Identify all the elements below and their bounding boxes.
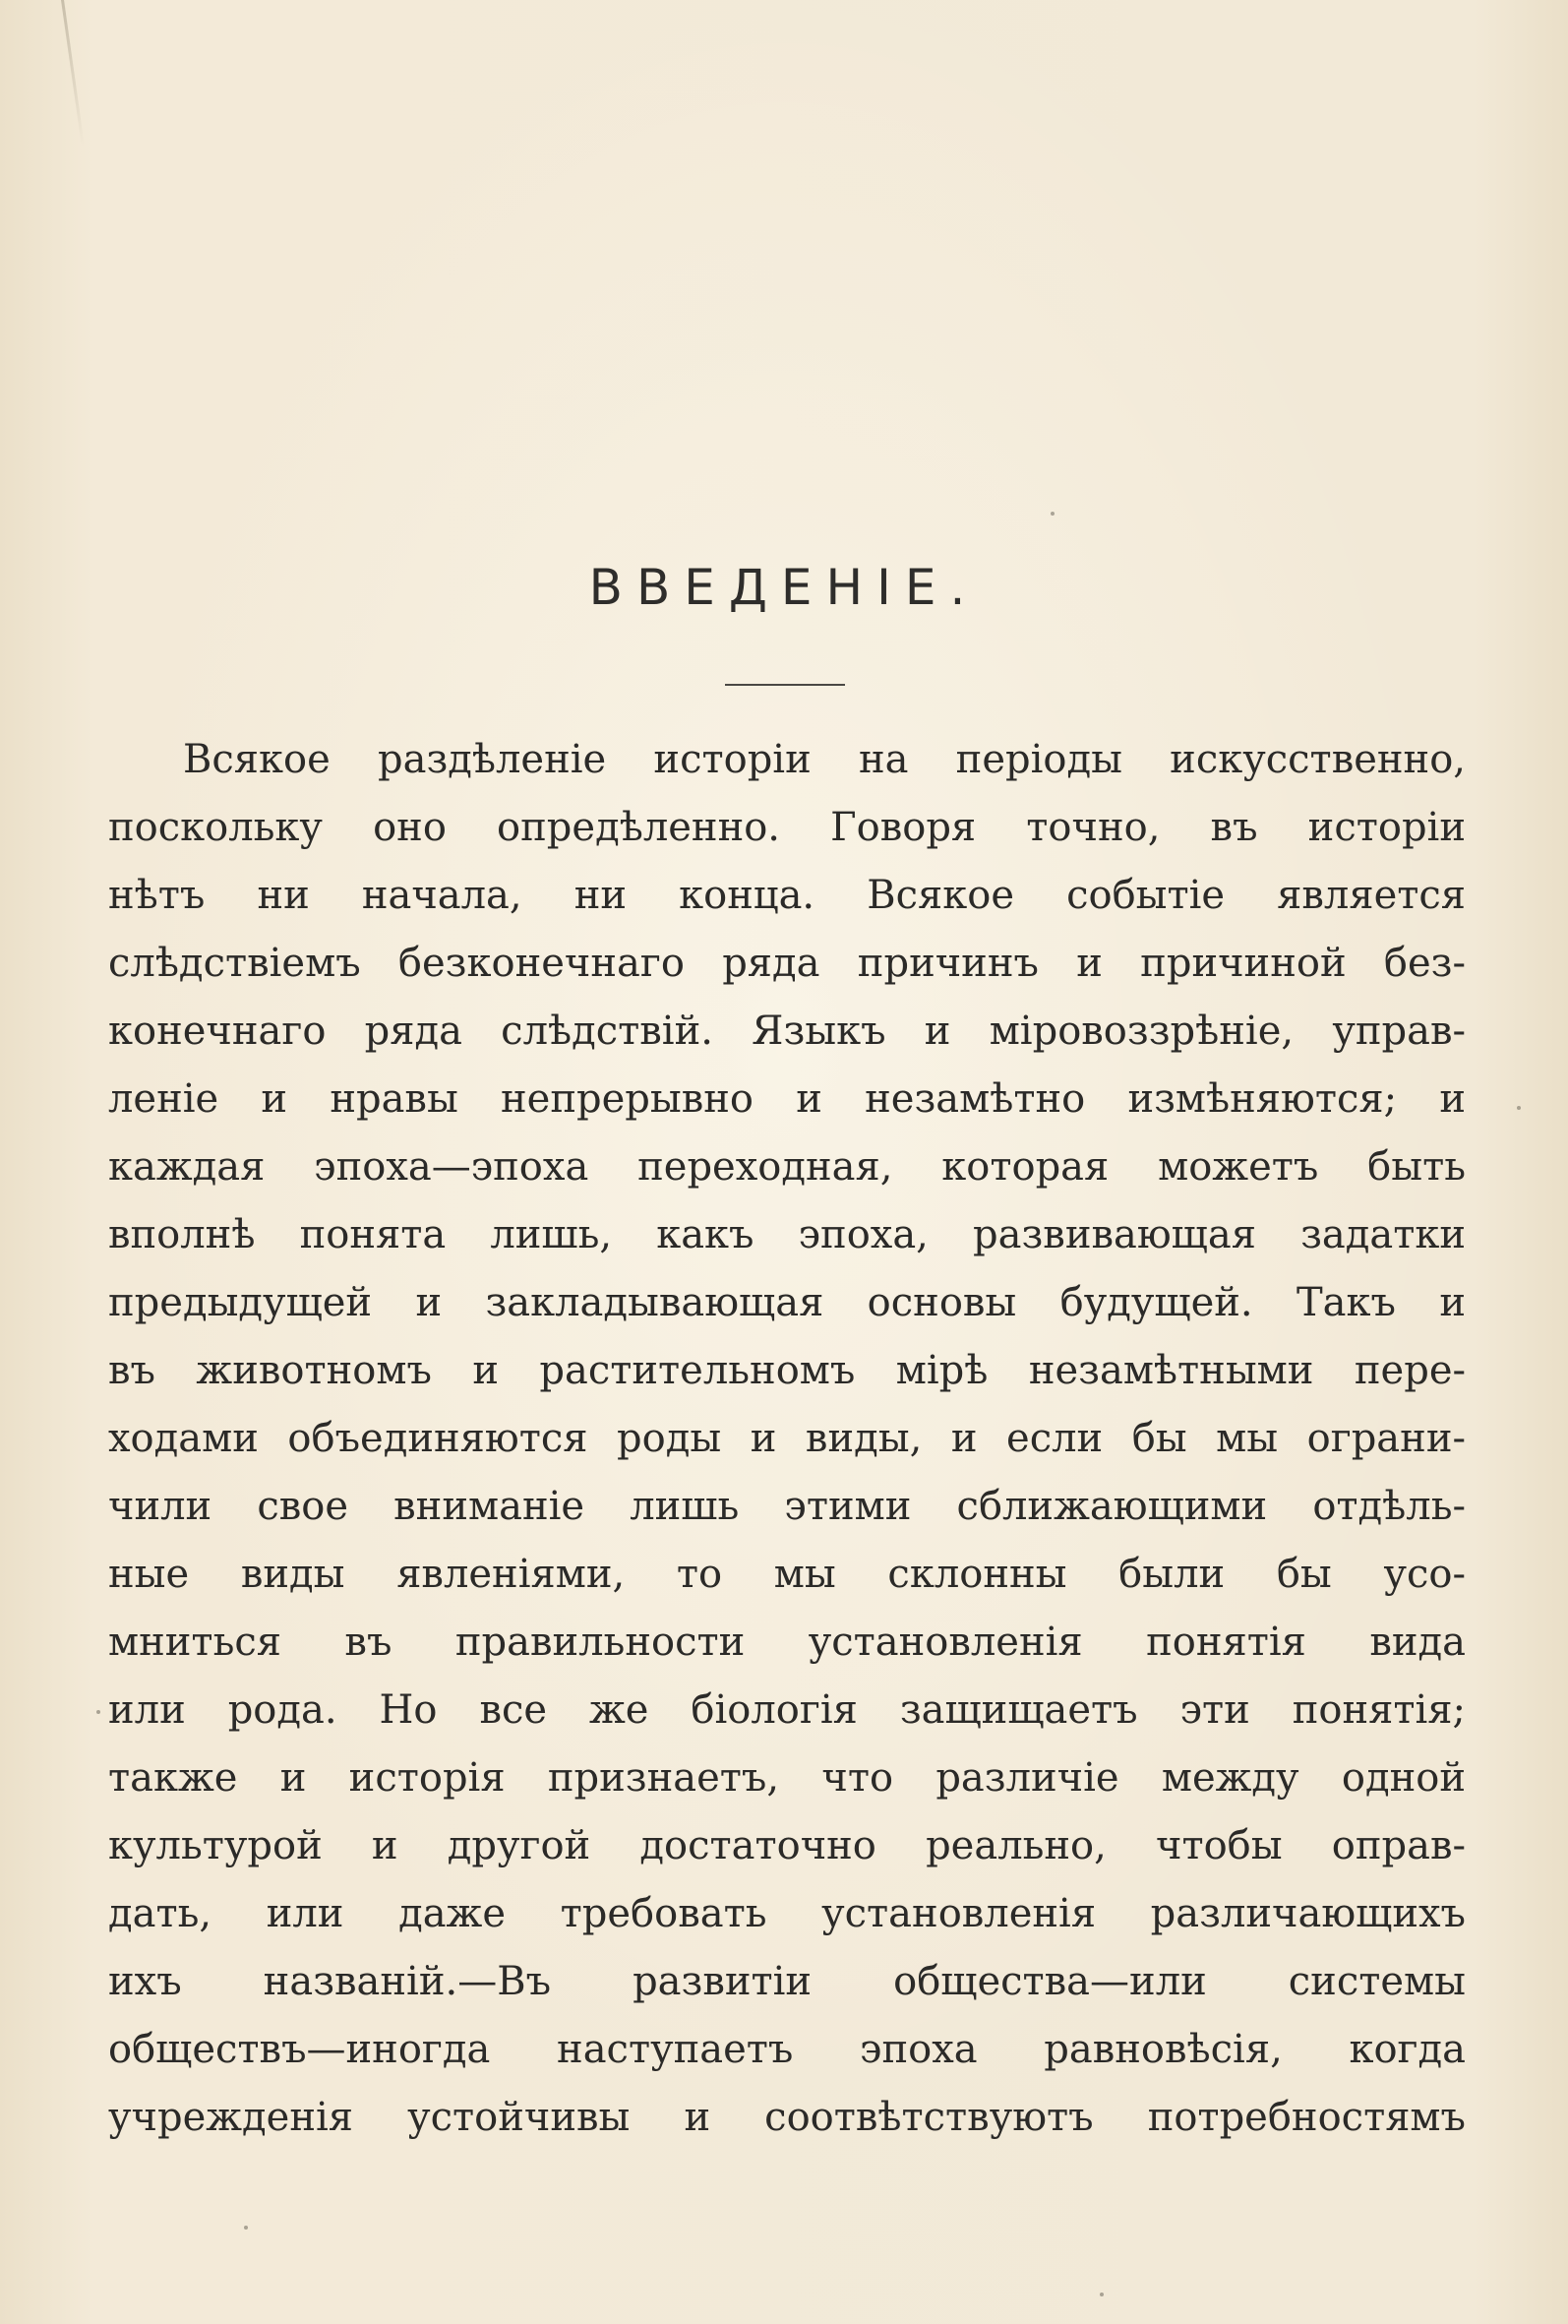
text-line: Всякое раздѣленіе исторіи на періоды искусственно, [183,737,1466,782]
text-line: предыдущей и закладывающая основы будущей. Такъ и [108,1280,1466,1325]
title-rule [725,684,845,686]
text-line: леніе и нравы непрерывно и незамѣтно измѣняются; и [108,1076,1466,1122]
text-line: каждая эпоха—эпоха переходная, которая можетъ быть [108,1144,1466,1190]
text-line: обществъ—иногда наступаетъ эпоха равновѣсія, когда [108,2027,1466,2072]
text-line: конечнаго ряда слѣдствій. Языкъ и міровоззрѣніе, управ- [108,1009,1466,1054]
text-line: нѣтъ ни начала, ни конца. Всякое событіе является [108,873,1466,918]
text-line: мниться въ правильности установленія понятія вида [108,1620,1466,1665]
text-line: вполнѣ понята лишь, какъ эпоха, развивающая задатки [108,1212,1466,1257]
text-line: слѣдствіемъ безконечнаго ряда причинъ и причиной без- [108,941,1466,986]
text-line: также и исторія признаетъ, что различіе между одной [108,1755,1466,1801]
text-line: въ животномъ и растительномъ мірѣ незамѣтными пере- [108,1348,1466,1393]
text-line: дать, или даже требовать установленія различающихъ [108,1891,1466,1936]
paper-speck [96,1710,100,1714]
text-line: чили свое вниманіе лишь этими сближающими отдѣль- [108,1484,1466,1529]
text-line: культурой и другой достаточно реально, чтобы оправ- [108,1823,1466,1868]
page-fold-mark [61,0,85,147]
paper-speck [1051,512,1055,516]
text-line: ные виды явленіями, то мы склонны были бы усо- [108,1552,1466,1597]
paper-speck [1517,1106,1521,1110]
body-text [108,726,1466,2152]
text-line: поскольку оно опредѣленно. Говоря точно, въ исторіи [108,805,1466,850]
text-line: или рода. Но все же біологія защищаетъ эти понятія; [108,1687,1466,1733]
text-line: ихъ названій.—Въ развитіи общества—или системы [108,1959,1466,2004]
text-line: учрежденія устойчивы и соотвѣтствуютъ потребностямъ [108,2095,1466,2140]
text-line: ходами объединяются роды и виды, и если бы мы ограни- [108,1416,1466,1461]
paper-speck [244,2226,248,2230]
paper-speck [1100,2293,1104,2296]
chapter-title: ВВЕДЕНІЕ. [588,559,980,616]
